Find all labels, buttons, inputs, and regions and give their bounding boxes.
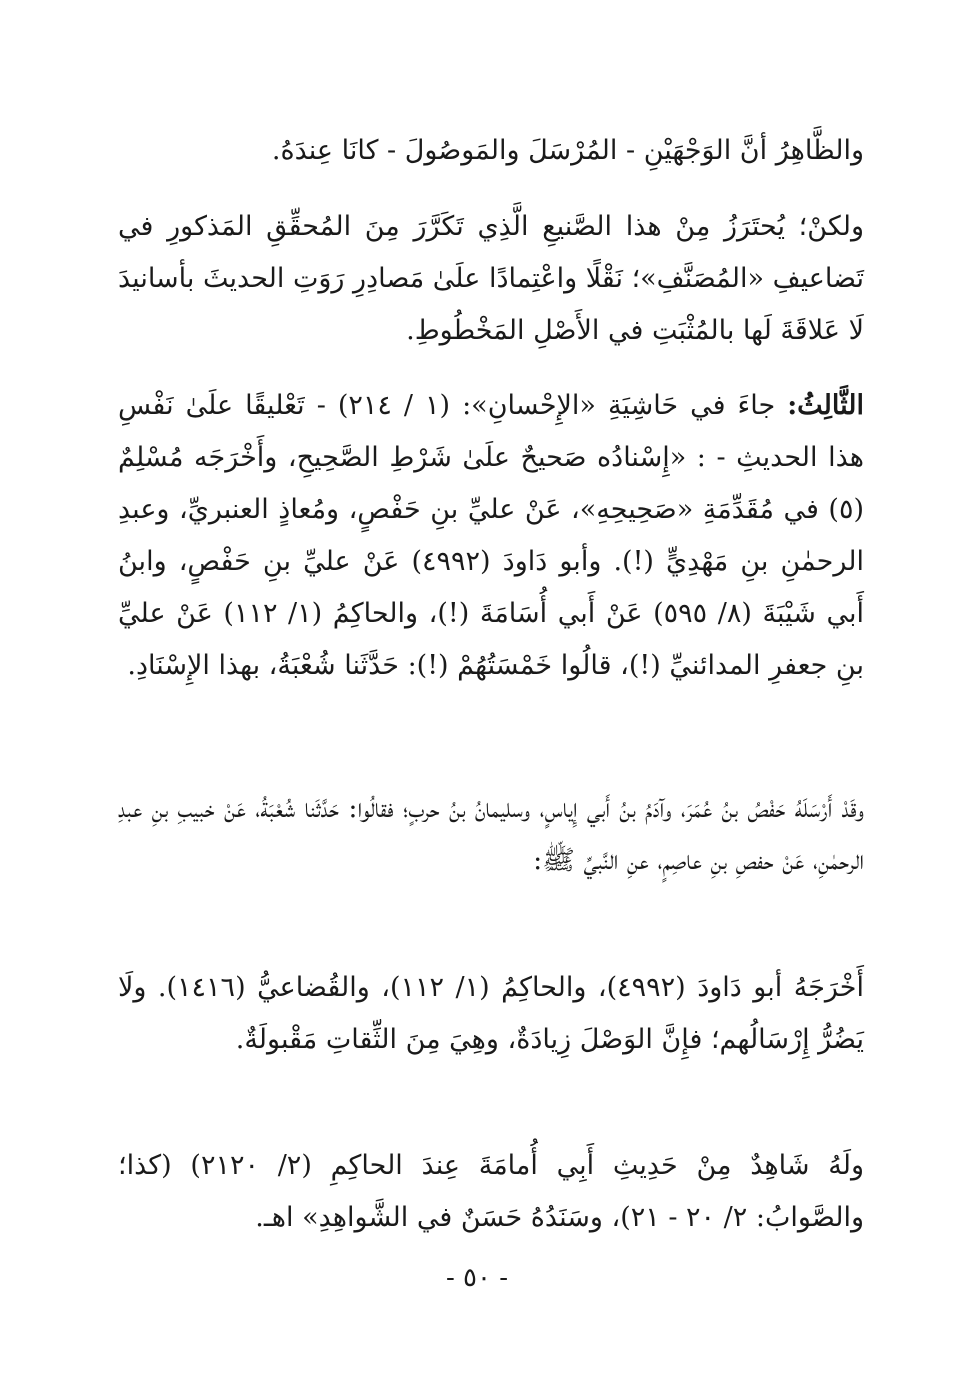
paragraph-4-text: وقَدْ أَرْسَلَهُ حَفْصُ بنُ عُمَرَ، وآدَمُ بنُ أَبي إِياسٍ، وسليمانُ بنُ حربٍ؛ فقالُوا: حَدَّثَنا شُعْبَةُ، عَنْ خبيبِ بنِ عبدِ الرحمٰنِ، عَنْ حفصِ بنِ عاصِمٍ، عنِ النَّبيِّ ﷺ: (118, 793, 865, 876)
paragraph-1-text: والظَّاهِرُ أنَّ الوَجْهَيْنِ - المُرْسَلَ والمَوصُولَ - كانَا عِندَهُ. (271, 135, 864, 166)
paragraph-4 (118, 783, 864, 887)
paragraph-3-body (118, 380, 864, 692)
paragraph-6-text: ولَهُ شَاهِدٌ مِنْ حَدِيثِ أَبِي أُمامَةَ عِندَ الحاكِمِ (٢/ ٢١٢٠) (كذا؛ والصَّوابُ: ٢/ ٢٠ - ٢١)، وسَنَدُهُ حَسَنٌ في الشَّواهِدِ» اهـ. (118, 1150, 864, 1233)
paragraph-3-heading: الثَّالِثُ: (787, 390, 864, 421)
paragraph-3-text: جاءَ في حَاشِيَةِ «الإِحْسانِ»: (١ / ٢١٤) - تَعْليقًا علَىٰ نَفْسِ هذا الحديثِ - : «إِسْنادُه صَحيحٌ علَىٰ شَرْطِ الصَّحِيحِ، وأَخْرَجَه مُسْلِمٌ (٥) في مُقَدِّمَةِ «صَحِيحِهِ»، عَنْ عليِّ بنِ حَفْصٍ، ومُعاذٍ العنبريِّ، وعبدِ الرحمٰنِ بنِ مَهْدِيٍّ (!). وأبو دَاودَ (٤٩٩٢) عَنْ عليِّ بنِ حَفْصٍ، وابنُ أَبي شَيْبَةَ (٨/ ٥٩٥) عَنْ أَبي أُسَامَةَ (!)، والحاكِمُ (١/ ١١٢) عَنْ عليِّ بنِ جعفرِ المدائنيِّ (!)، قالُوا خَمْسَتُهُمْ (!): حَدَّثَنا شُعْبَةُ، بهذا الإِسْنَادِ. (118, 390, 864, 681)
paragraph-5-text: أَخْرَجَهُ أبو دَاودَ (٤٩٩٢)، والحاكِمُ (١/ ١١٢)، والقُضاعيُّ (١٤١٦). ولَا يَضُرُّ إِرْسَالُهم؛ فإِنَّ الوَصْلَ زِيادَةٌ، وهِيَ مِنَ الثِّقاتِ مَقْبولَةٌ. (118, 972, 864, 1055)
paragraph-5 (118, 962, 864, 1066)
page-number: - ٥٠ - (445, 1263, 509, 1293)
paragraph-1 (118, 125, 864, 177)
paragraph-2-text: ولكنْ؛ يُحتَرَزُ مِنْ هذا الصَّنيعِ الَّذِي تَكَرَّرَ مِنَ المُحقِّقِ المَذكورِ في تَضاعيفِ «المُصَنَّفِ»؛ نَقْلًا واعْتِمادًا علَىٰ مَصادِرِ رَوَتِ الحديثَ بأسانيدَ لَا عَلاقَةَ لَها بالمُثْبَتِ في الأَصْلِ المَخْطُوطِ. (118, 211, 864, 346)
paragraph-2 (118, 201, 864, 357)
paragraph-3 (118, 380, 864, 692)
paragraph-6 (118, 1140, 864, 1244)
